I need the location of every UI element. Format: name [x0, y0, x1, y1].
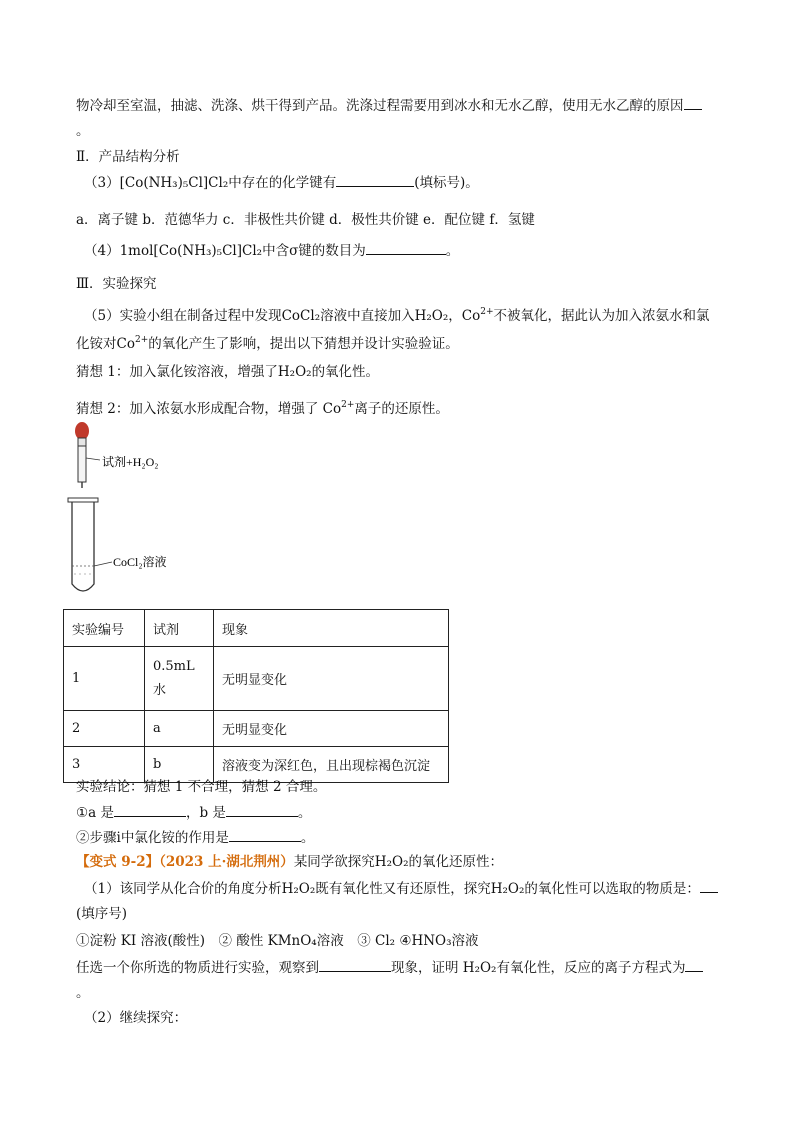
table-row [64, 711, 449, 747]
question-3 [84, 174, 479, 192]
dropper-and-test-tube-diagram [60, 420, 200, 600]
table-cell: 2 [64, 711, 145, 747]
variant-q-line [76, 959, 703, 977]
answer-blank[interactable] [319, 959, 391, 972]
options-text: ①淀粉 KI 溶液(酸性) ② 酸性 KMnO₄溶液 ③ Cl₂ ④HNO₃溶液 [76, 933, 479, 949]
variant-q1 [84, 880, 718, 898]
chem-formula: 1mol[Co(NH₃)₅Cl]Cl₂ [119, 243, 263, 259]
conclusion-text: 实验结论：猜想 1 不合理，猜想 2 合理。 [76, 779, 327, 795]
options-text: a．离子键 b．范德华力 c．非极性共价键 d．极性共价键 e．配位键 f．氢键 [76, 212, 535, 228]
answer-blank[interactable] [366, 242, 446, 255]
question-text: 化铵对Co [76, 336, 135, 352]
answer-blank[interactable] [685, 959, 703, 972]
text-line [76, 97, 702, 115]
charge-superscript: 2+ [134, 335, 149, 345]
table-cell [145, 647, 214, 711]
table-cell: a [145, 711, 214, 747]
table-header-row [64, 610, 449, 647]
question-text: (填标号)。 [414, 175, 479, 191]
conclusion-q1 [76, 804, 311, 822]
question-text: 。 [76, 985, 90, 1001]
chem-formula: CoCl₂ [281, 308, 321, 324]
charge-superscript: 2+ [341, 400, 355, 410]
question-text: (填序号) [76, 906, 128, 922]
section-heading-text: Ⅲ．实验探究 [76, 276, 157, 292]
table-cell: 无明显变化 [214, 711, 449, 747]
question-5-line2 [76, 331, 459, 353]
question-text: 现象，证明 H₂O₂有氧化性，反应的离子方程式为 [391, 960, 686, 976]
question-number: （4） [84, 243, 120, 259]
variant-text: 某同学欲探究H₂O₂的氧化还原性： [293, 854, 503, 870]
paragraph-text: 物冷却至室温，抽滤、洗涤、烘干得到产品。洗涤过程需要用到冰水和无水乙醇，使用无水乙醇的原因 [76, 98, 684, 114]
dropper-barrel [78, 446, 86, 482]
question-text: 中含σ键的数目为 [262, 243, 366, 259]
answer-blank[interactable] [336, 174, 414, 187]
answer-blank[interactable] [684, 97, 702, 110]
question-5-line1 [84, 303, 710, 325]
guess-1 [76, 363, 379, 381]
question-text: （1）该同学从化合价的角度分析H₂O₂既有氧化性又有还原性，探究H₂O₂的氧化性可以选取的物质是： [84, 881, 700, 897]
experiment-table [63, 609, 449, 783]
section-heading [76, 148, 180, 166]
answer-blank[interactable] [700, 880, 718, 893]
tube-label: CoCl₂溶液 [113, 555, 167, 569]
question-text: 。 [300, 830, 315, 846]
table-cell: 溶液变为深红色，且出现棕褐色沉淀 [214, 747, 449, 783]
answer-blank-b[interactable] [226, 804, 298, 817]
table-header: 实验编号 [64, 610, 145, 647]
tube-lip [68, 498, 98, 502]
question-text: 溶液中直接加入 [320, 308, 415, 324]
question-text: ①a 是 [76, 805, 114, 821]
question-number: （3） [84, 175, 120, 191]
options-line [76, 211, 535, 229]
variant-q1-cont [76, 905, 127, 923]
label-leader [86, 458, 100, 460]
question-text: ，Co [448, 308, 481, 324]
variant-header [76, 853, 503, 871]
table-header: 试剂 [145, 610, 214, 647]
variant-q-line-cont [76, 984, 90, 1002]
question-text: 的氧化产生了影响，提出以下猜想并设计实验验证。 [148, 336, 459, 352]
reagent-name: 水 [153, 682, 167, 698]
variant-options [76, 932, 479, 950]
dropper-label: 试剂+H₂O₂ [102, 455, 159, 469]
question-text: 任选一个你所选的物质进行实验，观察到 [76, 960, 319, 976]
question-text: 不被氧化，据此认为加入浓氨水和氯 [493, 308, 710, 324]
table-cell: 3 [64, 747, 145, 783]
question-text: （2）继续探究： [84, 1010, 188, 1026]
guess-text: 离子的还原性。 [354, 401, 449, 417]
guess-text: 猜想 1：加入氯化铵溶液，增强了 [76, 364, 278, 380]
guess-2 [76, 396, 449, 418]
chem-formula: [Co(NH₃)₅Cl]Cl₂ [119, 175, 229, 191]
test-tube [72, 502, 94, 591]
table-cell: 1 [64, 647, 145, 711]
dropper-bulb-icon [75, 422, 89, 440]
chem-formula: H₂O₂ [277, 364, 312, 380]
answer-blank-a[interactable] [114, 804, 186, 817]
question-4 [84, 242, 459, 260]
paragraph-text: 。 [76, 123, 90, 139]
reagent-amount: 0.5mL [153, 658, 195, 674]
conclusion-q2 [76, 829, 314, 847]
answer-blank[interactable] [229, 829, 301, 842]
question-text: ，b 是 [185, 805, 226, 821]
dropper-neck [78, 438, 86, 446]
variant-q2 [84, 1009, 187, 1027]
section-heading-text: Ⅱ．产品结构分析 [76, 149, 180, 165]
chem-formula: H₂O₂ [414, 308, 449, 324]
table-cell: b [145, 747, 214, 783]
conclusion-line [76, 778, 326, 796]
section-heading [76, 275, 157, 293]
table-cell: 无明显变化 [214, 647, 449, 711]
variant-tag: 【变式 9-2】（2023 上·湖北荆州） [76, 854, 294, 870]
question-text: 。 [445, 243, 460, 259]
table-header: 现象 [214, 610, 449, 647]
question-text: ②步骤ⅰ中氯化铵的作用是 [76, 830, 229, 846]
question-text: 。 [297, 805, 312, 821]
table-row [64, 647, 449, 711]
guess-text: 的氧化性。 [311, 364, 380, 380]
text-line [76, 122, 90, 140]
question-text: 中存在的化学键有 [228, 175, 337, 191]
guess-text: 猜想 2：加入浓氨水形成配合物，增强了 Co [76, 401, 342, 417]
charge-superscript: 2+ [480, 307, 494, 317]
question-text: （5）实验小组在制备过程中发现 [84, 308, 282, 324]
label-leader [94, 562, 112, 566]
